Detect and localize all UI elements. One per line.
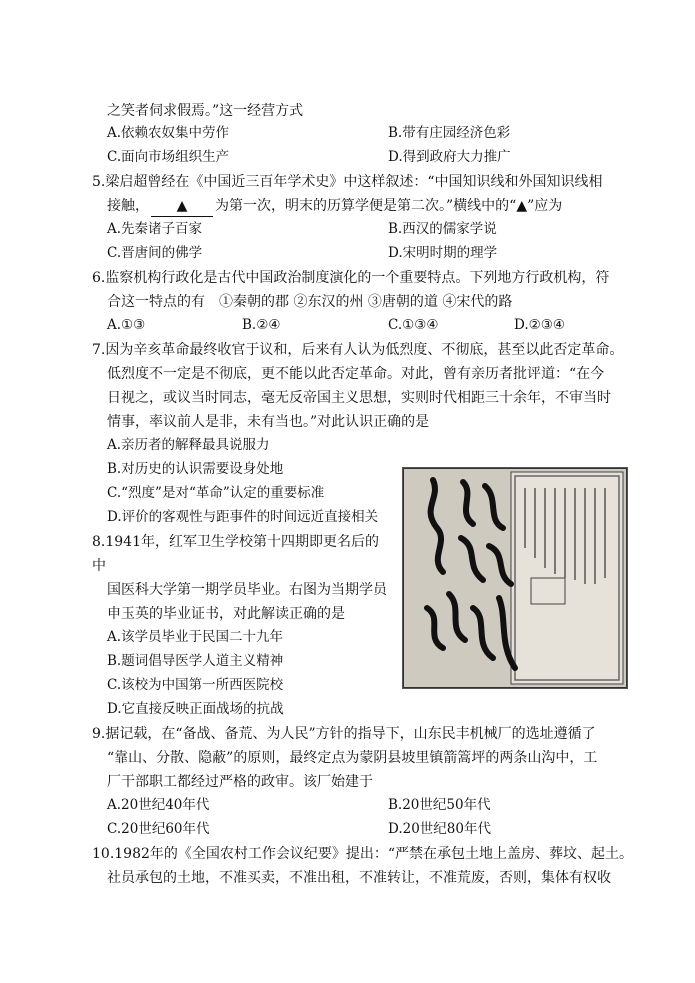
- option-a: A.该学员毕业于民国二十九年: [107, 629, 284, 645]
- question-7-line-1: 7.因为辛亥革命最终收官于议和，后来有人认为低烈度、不彻底，甚至以此否定革命。: [92, 342, 624, 358]
- option-b: B.带有庄园经济色彩: [388, 125, 511, 141]
- question-6-line-2: 合这一特点的有 ①秦朝的郡 ②东汉的州 ③唐朝的道 ④宋代的路: [107, 294, 513, 310]
- option-d: D.20世纪80年代: [388, 821, 491, 837]
- answer-blank: [151, 196, 213, 217]
- option-a: A.亲历者的解释最具说服力: [107, 437, 270, 453]
- option-c: C.面向市场组织生产: [107, 149, 230, 165]
- option-d: D.它直接反映正面战场的抗战: [107, 701, 284, 717]
- option-d: D.得到政府大力推广: [388, 149, 511, 165]
- option-a: A.依赖农奴集中劳作: [107, 125, 230, 141]
- option-b: B.题词倡导医学人道主义精神: [107, 653, 284, 669]
- question-9-line-2: “靠山、分散、隐蔽”的原则，最终定点为蒙阴县坡里镇箭篙坪的两条山沟中，工: [107, 750, 598, 766]
- question-8-line-4: 申玉英的毕业证书，对此解读正确的是: [107, 606, 345, 622]
- question-6-line-1: 6.监察机构行政化是古代中国政治制度演化的一个重要特点。下列地方行政机构，符: [92, 270, 610, 286]
- question-7-line-3: 日视之，或议当时同志，毫无反帝国主义思想，实则时代相距三十余年，不审当时: [107, 390, 611, 406]
- option-d: D.②③④: [514, 317, 565, 333]
- option-b: B.对历史的认识需要设身处地: [107, 461, 284, 477]
- option-a: A.20世纪40年代: [107, 797, 210, 813]
- option-b: B.②④: [242, 317, 281, 333]
- question-5-suffix: 为第一次，明末的历算学便是第二次。”横线中的“▲”应为: [215, 198, 563, 214]
- question-7-line-4: 情事，率议前人是非，未有当也。”对此认识正确的是: [107, 414, 430, 430]
- option-b: B.西汉的儒家学说: [388, 221, 497, 237]
- question-5-line-1: 5.梁启超曾经在《中国近三百年学术史》中这样叙述：“中国知识线和外国知识线相: [92, 174, 603, 190]
- question-7-line-2: 低烈度不一定是不彻底，更不能以此否定革命。对此，曾有亲历者批评道：“在今: [107, 366, 605, 382]
- option-d: D.宋明时期的理学: [388, 245, 498, 261]
- option-c: C.“烈度”是对“革命”认定的重要标准: [107, 485, 325, 501]
- option-d: D.评价的客观性与距事件的时间远近直接相关: [107, 509, 379, 525]
- question-10-line-1: 10.1982年的《全国农村工作会议纪要》提出：“严禁在承包土地上盖房、葬坟、起土。: [92, 846, 634, 862]
- graduation-certificate-photo: [402, 467, 628, 689]
- option-b: B.20世纪50年代: [388, 797, 491, 813]
- option-c: C.晋唐间的佛学: [107, 245, 203, 261]
- question-5-line-2: [107, 196, 562, 217]
- question-8-line-2: 中: [92, 558, 106, 574]
- option-a: A.①③: [107, 317, 146, 333]
- question-5-prefix: 接触，: [107, 198, 149, 214]
- question-9-line-3: 厂干部职工都经过严格的政审。该厂始建于: [107, 774, 373, 790]
- option-a: A.先秦诸子百家: [107, 221, 203, 237]
- text-line: 之笑者伺求假焉。”这一经营方式: [107, 103, 304, 119]
- option-c: C.该校为中国第一所西医院校: [107, 677, 284, 693]
- question-9-line-1: 9.据记载，在“备战、备荒、为人民”方针的指导下，山东民丰机械厂的选址遵循了: [92, 726, 596, 742]
- option-c: C.20世纪60年代: [107, 821, 210, 837]
- question-10-line-2: 社员承包的土地，不准买卖，不准出租，不准转让，不准荒废，否则，集体有权收: [107, 870, 611, 886]
- triangle-marker: ▲: [176, 198, 188, 214]
- question-8-line-1: 8.1941年，红军卫生学校第十四期即更名后的: [92, 534, 379, 550]
- option-c: C.①③④: [388, 317, 439, 333]
- question-8-line-3: 国医科大学第一期学员毕业。右图为当期学员: [107, 582, 387, 598]
